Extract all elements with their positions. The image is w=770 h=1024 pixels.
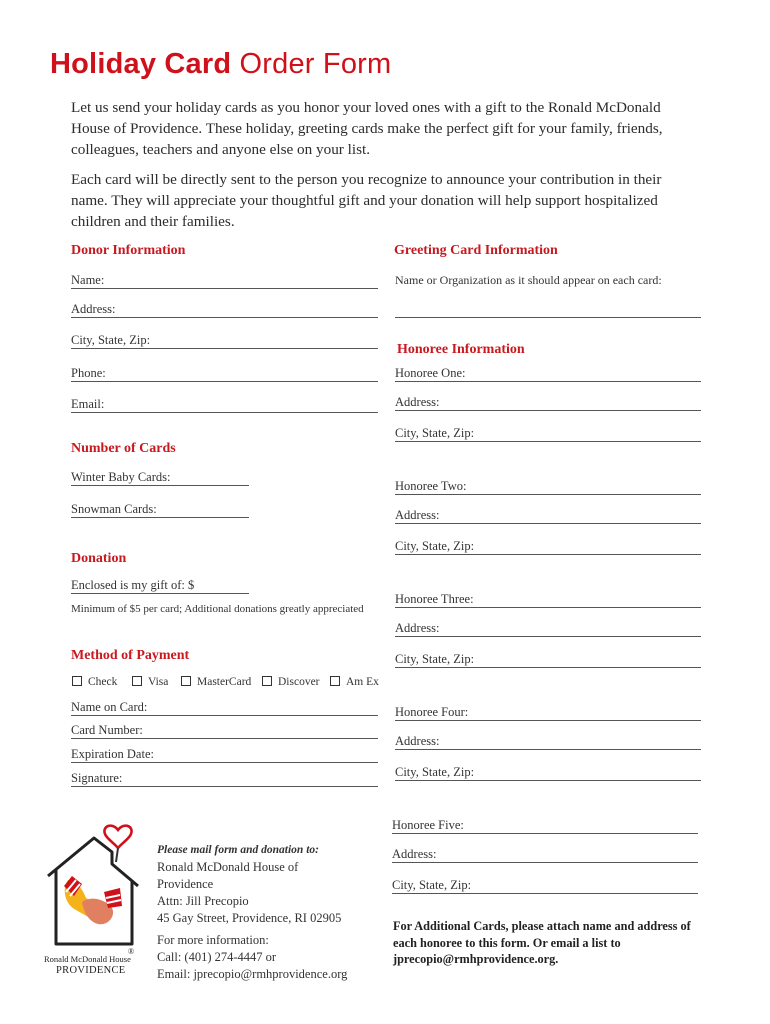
payment-option-discover[interactable]: Discover — [262, 676, 320, 688]
name-on-card-field[interactable]: Name on Card: — [71, 700, 378, 716]
snowman-cards-field[interactable]: Snowman Cards: — [71, 502, 249, 518]
honoree-five-city-field[interactable]: City, State, Zip: — [392, 878, 698, 894]
logo-text-line1: Ronald McDonald House — [44, 954, 131, 964]
payment-option-mastercard[interactable]: MasterCard — [181, 676, 251, 688]
mailing-street: 45 Gay Street, Providence, RI 02905 — [157, 911, 342, 925]
logo-text-line2: PROVIDENCE — [56, 965, 126, 976]
donor-address-field[interactable]: Address: — [71, 302, 378, 318]
payment-option-visa[interactable]: Visa — [132, 676, 168, 688]
mailing-org-line2: Providence — [157, 877, 214, 891]
donor-email-field[interactable]: Email: — [71, 397, 378, 413]
contact-phone: Call: (401) 274-4447 or — [157, 950, 277, 964]
contact-email: Email: jprecopio@rmhprovidence.org — [157, 967, 348, 981]
card-number-field[interactable]: Card Number: — [71, 723, 378, 739]
honoree-heading: Honoree Information — [397, 342, 525, 357]
mailing-attn: Attn: Jill Precopio — [157, 894, 249, 908]
honoree-one-city-field[interactable]: City, State, Zip: — [395, 426, 701, 442]
honoree-three-field[interactable]: Honoree Three: — [395, 592, 701, 608]
mailing-org-line1: Ronald McDonald House of — [157, 860, 299, 874]
honoree-two-address-field[interactable]: Address: — [395, 508, 701, 524]
more-info-label: For more information: — [157, 933, 269, 947]
minimum-note: Minimum of $5 per card; Additional donations greatly appreciated — [71, 603, 364, 615]
honoree-one-field[interactable]: Honoree One: — [395, 366, 701, 382]
honoree-four-field[interactable]: Honoree Four: — [395, 705, 701, 721]
payment-option-check[interactable]: Check — [72, 676, 117, 688]
honoree-three-address-field[interactable]: Address: — [395, 621, 701, 637]
checkbox-icon — [181, 676, 191, 686]
expiration-date-field[interactable]: Expiration Date: — [71, 747, 378, 763]
honoree-five-field[interactable]: Honoree Five: — [392, 818, 698, 834]
checkbox-icon — [262, 676, 272, 686]
gift-amount-field[interactable]: Enclosed is my gift of: $ — [71, 578, 249, 594]
donor-heading: Donor Information — [71, 243, 186, 258]
mailing-heading: Please mail form and donation to: — [157, 844, 319, 856]
card-name-input-line[interactable] — [395, 316, 701, 318]
donor-city-field[interactable]: City, State, Zip: — [71, 333, 378, 349]
honoree-four-address-field[interactable]: Address: — [395, 734, 701, 750]
honoree-three-city-field[interactable]: City, State, Zip: — [395, 652, 701, 668]
donation-heading: Donation — [71, 551, 127, 566]
signature-field[interactable]: Signature: — [71, 771, 378, 787]
donor-phone-field[interactable]: Phone: — [71, 366, 378, 382]
house-heart-icon — [42, 818, 142, 958]
honoree-five-address-field[interactable]: Address: — [392, 847, 698, 863]
registered-mark: ® — [128, 947, 135, 956]
honoree-two-field[interactable]: Honoree Two: — [395, 479, 701, 495]
payment-heading: Method of Payment — [71, 648, 190, 663]
page-title: Holiday Card Order Form — [50, 48, 392, 80]
checkbox-icon — [132, 676, 142, 686]
donor-name-field[interactable]: Name: — [71, 273, 378, 289]
checkbox-icon — [72, 676, 82, 686]
intro-paragraph-2: Each card will be directly sent to the person you recognize to announce your contribution in their name. They will appreciate your thoughtful gift and your donation will help support hospitalized children and their families. — [71, 171, 662, 230]
greeting-heading: Greeting Card Information — [394, 243, 558, 258]
additional-cards-note: For Additional Cards, please attach name and address of each honoree to this form. Or email a list to jprecopio@rmhprovidence.org. — [393, 919, 691, 966]
honoree-one-address-field[interactable]: Address: — [395, 395, 701, 411]
rmh-logo — [42, 818, 142, 978]
cards-heading: Number of Cards — [71, 441, 176, 456]
card-name-label: Name or Organization as it should appear on each card: — [395, 273, 662, 287]
winter-baby-cards-field[interactable]: Winter Baby Cards: — [71, 470, 249, 486]
honoree-four-city-field[interactable]: City, State, Zip: — [395, 765, 701, 781]
payment-option-amex[interactable]: Am Ex — [330, 676, 379, 688]
mailing-block — [157, 842, 347, 983]
intro-paragraph-1: Let us send your holiday cards as you honor your loved ones with a gift to the Ronald McDonald House of Providence. These holiday, greeting cards make the perfect gift for your family, friends, colleagues, teachers and anyone else on your list. — [71, 99, 663, 158]
honoree-two-city-field[interactable]: City, State, Zip: — [395, 539, 701, 555]
checkbox-icon — [330, 676, 340, 686]
